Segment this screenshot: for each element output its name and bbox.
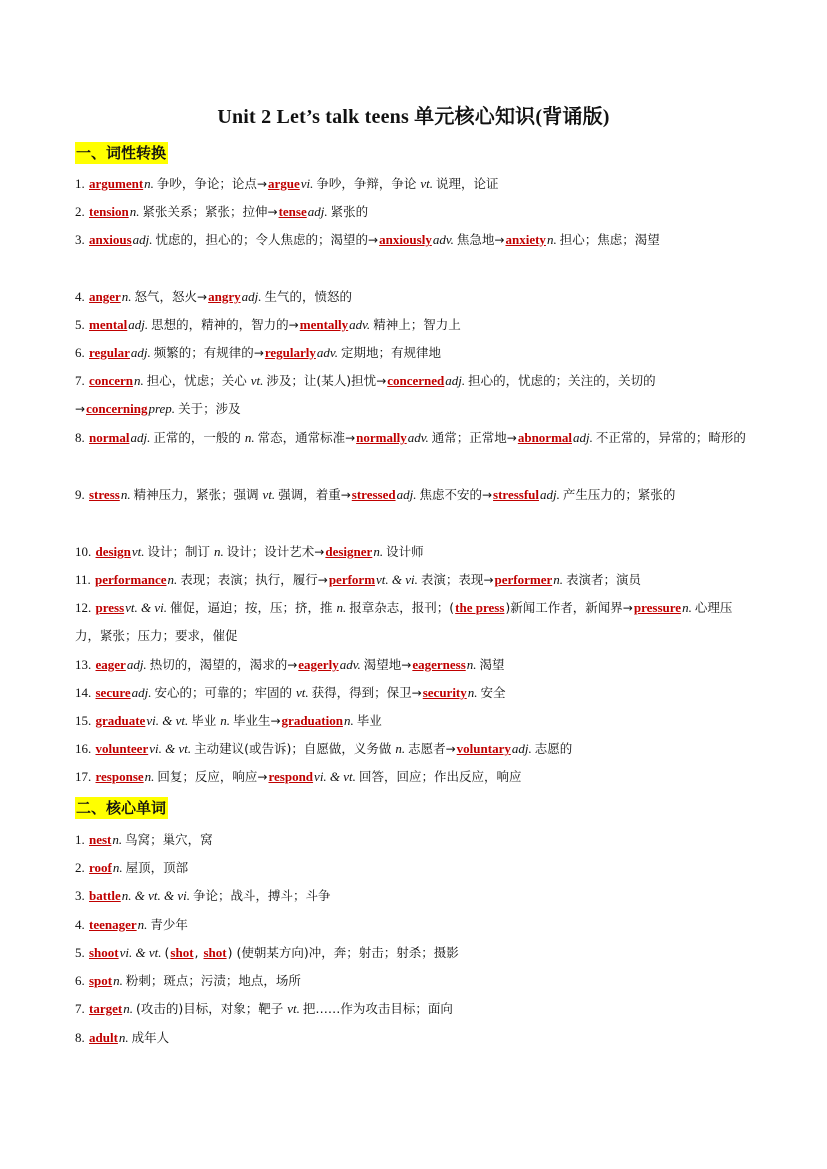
definition-text: )新闻工作者，新闻界 — [505, 600, 623, 615]
definition-text: 设计；设计艺术 — [226, 544, 315, 559]
core-word-entry — [75, 1024, 755, 1052]
definition-text: 把……作为攻击目标；面向 — [302, 1001, 453, 1016]
part-of-speech: adj. — [132, 232, 153, 247]
part-of-speech: n. — [144, 176, 154, 191]
arrow-symbol: → — [494, 233, 505, 247]
definition-text: 涉及；让(某人)担忧 — [266, 373, 377, 388]
part-of-speech: adv. — [432, 232, 454, 247]
core-word-entry — [75, 882, 755, 910]
word-form-entry — [75, 198, 755, 226]
word-form-entry — [75, 679, 755, 707]
arrow-symbol: → — [75, 402, 86, 416]
definition-text: 争吵，争辩，争论 — [316, 176, 421, 191]
definition-text: 渴望地 — [363, 657, 402, 672]
part-of-speech: n. — [220, 713, 230, 728]
definition-text: 担心，忧虑；关心 — [146, 373, 251, 388]
answer-word: volunteer — [95, 741, 149, 756]
part-of-speech: vt. — [420, 176, 434, 191]
part-of-speech: vt. & vi. — [376, 572, 418, 587]
part-of-speech: adj. — [126, 657, 147, 672]
word-form-entry — [75, 594, 755, 650]
definition-text: 青少年 — [150, 917, 188, 932]
part-of-speech: vi. & vt. — [119, 945, 162, 960]
definition-text: 定期地；有规律地 — [340, 345, 441, 360]
answer-word: anger — [89, 289, 121, 304]
definition-text: 争论；战斗，搏斗；斗争 — [193, 888, 331, 903]
definition-text: 心理压力，紧张；压力；要求，催促 — [75, 600, 733, 643]
entry-number: 5. — [75, 317, 88, 332]
part-of-speech: adj. — [445, 373, 466, 388]
part-of-speech: n. & vt. & vi. — [121, 888, 191, 903]
arrow-symbol: → — [445, 742, 456, 756]
entry-number: 4. — [75, 917, 88, 932]
entry-number: 6. — [75, 973, 88, 988]
answer-word: stressful — [493, 487, 540, 502]
entry-number: 7. — [75, 1001, 88, 1016]
definition-text: 表演者；演员 — [566, 572, 642, 587]
part-of-speech: vt. — [250, 373, 264, 388]
document-title: Unit 2 Let’s talk teens 单元核心知识(背诵版) — [217, 106, 610, 128]
definition-text: 精神上；智力上 — [373, 317, 461, 332]
answer-word: performance — [95, 572, 167, 587]
core-word-entry — [75, 854, 755, 882]
part-of-speech: adj. — [511, 741, 532, 756]
part-of-speech: vt. & vi. — [125, 600, 168, 615]
answer-word: voluntary — [456, 741, 511, 756]
arrow-symbol: → — [270, 714, 281, 728]
arrow-symbol: → — [197, 290, 208, 304]
definition-text: 强调，着重 — [278, 487, 341, 502]
part-of-speech: adj. — [241, 289, 262, 304]
part-of-speech: n. — [467, 685, 478, 700]
arrow-symbol: → — [267, 205, 278, 219]
part-of-speech: n. — [112, 832, 123, 847]
entry-number: 5. — [75, 945, 88, 960]
answer-word: nest — [89, 832, 112, 847]
part-of-speech: n. — [121, 289, 132, 304]
arrow-symbol: → — [253, 346, 264, 360]
answer-word: battle — [89, 888, 121, 903]
definition-text: 粉刺；斑点；污渍；地点，场所 — [125, 973, 301, 988]
entry-number: 14. — [75, 685, 95, 700]
part-of-speech: n. — [112, 860, 123, 875]
part-of-speech: adv. — [339, 657, 361, 672]
arrow-symbol: → — [314, 545, 325, 559]
arrow-symbol: → — [317, 573, 328, 587]
entry-number: 3. — [75, 232, 88, 247]
word-form-entry — [75, 481, 755, 509]
answer-word: shot — [170, 945, 194, 960]
answer-word: abnormal — [517, 430, 573, 445]
part-of-speech: adv. — [316, 345, 338, 360]
arrow-symbol: → — [481, 488, 493, 502]
definition-text: ( — [164, 945, 170, 960]
part-of-speech: n. — [553, 572, 563, 587]
part-of-speech: vi. & vt. — [149, 741, 192, 756]
part-of-speech: n. — [118, 1030, 129, 1045]
entry-number: 16. — [75, 741, 95, 756]
definition-text: 志愿的 — [534, 741, 573, 756]
part-of-speech: n. — [129, 204, 140, 219]
part-of-speech: n. — [214, 544, 224, 559]
answer-word: stress — [89, 487, 120, 502]
part-of-speech: n. — [144, 769, 155, 784]
answer-word: shoot — [89, 945, 119, 960]
definition-text: 通常；正常地 — [431, 430, 507, 445]
answer-word: press — [95, 600, 125, 615]
part-of-speech: prep. — [148, 401, 176, 416]
entry-number: 11. — [75, 572, 95, 587]
entry-number: 2. — [75, 204, 88, 219]
word-form-entry — [75, 763, 755, 791]
definition-text: 不正常的，异常的；畸形的 — [595, 430, 746, 445]
answer-word: design — [95, 544, 131, 559]
definition-text: 回答，回应；作出反应，响应 — [358, 769, 522, 784]
definition-text: 关于；涉及 — [178, 401, 241, 416]
part-of-speech: adj. — [307, 204, 328, 219]
part-of-speech: adj. — [130, 345, 151, 360]
arrow-symbol: → — [257, 770, 268, 784]
entry-number: 6. — [75, 345, 88, 360]
entry-number: 12. — [75, 600, 95, 615]
part-of-speech: adv. — [407, 430, 429, 445]
part-of-speech: adj. — [130, 430, 151, 445]
part-of-speech: adj. — [128, 317, 149, 332]
definition-text: 设计；制订 — [147, 544, 215, 559]
part-of-speech: vt. — [296, 685, 309, 700]
answer-word: eagerness — [412, 657, 466, 672]
arrow-symbol: → — [401, 658, 412, 672]
part-of-speech: vi. & vt. — [314, 769, 356, 784]
definition-text: 表现；表演；执行，履行 — [180, 572, 318, 587]
definition-text: 催促，逼迫；按，压；挤，推 — [170, 600, 337, 615]
definition-text: , — [194, 945, 203, 960]
definition-text: 思想的，精神的，智力的 — [151, 317, 289, 332]
answer-word: target — [89, 1001, 123, 1016]
word-form-entry — [75, 651, 755, 679]
answer-word: normally — [356, 430, 407, 445]
answer-word: shot — [203, 945, 227, 960]
entry-number: 13. — [75, 657, 95, 672]
definition-text: 毕业 — [356, 713, 382, 728]
answer-word: anxiously — [379, 232, 432, 247]
part-of-speech: vt. — [287, 1001, 300, 1016]
answer-word: concerning — [86, 401, 148, 416]
definition-text: 安全 — [480, 685, 506, 700]
definition-text: 鸟窝；巢穴，窝 — [125, 832, 213, 847]
word-form-entry — [75, 538, 755, 566]
answer-word: eagerly — [298, 657, 339, 672]
answer-word: secure — [95, 685, 131, 700]
definition-text: 屋顶，顶部 — [125, 860, 189, 875]
core-word-entry — [75, 911, 755, 939]
answer-word: teenager — [89, 917, 137, 932]
entry-number: 17. — [75, 769, 95, 784]
word-form-entry — [75, 339, 755, 367]
definition-text: 成年人 — [131, 1030, 170, 1045]
core-word-entry — [75, 967, 755, 995]
entry-number: 7. — [75, 373, 88, 388]
definition-text: 忧虑的，担心的；令人焦虑的；渴望的 — [155, 232, 369, 247]
definition-text: 频繁的；有规律的 — [153, 345, 254, 360]
word-form-entry — [75, 283, 755, 311]
word-form-entry — [75, 707, 755, 735]
definition-text: 毕业 — [191, 713, 221, 728]
part-of-speech: adj. — [396, 487, 417, 502]
answer-word: security — [422, 685, 467, 700]
answer-word: concerned — [387, 373, 445, 388]
answer-word: response — [95, 769, 144, 784]
arrow-symbol: → — [506, 431, 517, 445]
answer-word: normal — [89, 430, 130, 445]
part-of-speech: n. — [244, 430, 255, 445]
part-of-speech: n. — [336, 600, 347, 615]
entry-number: 10. — [75, 544, 95, 559]
answer-word: eager — [95, 657, 126, 672]
answer-word: tension — [89, 204, 129, 219]
answer-word: mental — [89, 317, 128, 332]
part-of-speech: adj. — [131, 685, 152, 700]
answer-word: performer — [494, 572, 553, 587]
arrow-symbol: → — [622, 601, 633, 615]
arrow-symbol: → — [411, 686, 422, 700]
section-heading-word-forms: 一、词性转换 — [76, 144, 167, 162]
answer-word: graduate — [95, 713, 146, 728]
answer-word: stressed — [351, 487, 396, 502]
word-form-entry — [75, 311, 755, 339]
arrow-symbol: → — [288, 318, 299, 332]
section-heading-core-words: 二、核心单词 — [76, 799, 167, 817]
definition-text: 担心的，忧虑的；关注的，关切的 — [468, 373, 656, 388]
answer-word: concern — [89, 373, 134, 388]
arrow-symbol: → — [368, 233, 379, 247]
part-of-speech: adj. — [540, 487, 560, 502]
part-of-speech: n. — [134, 373, 144, 388]
answer-word: the press — [455, 600, 505, 615]
definition-text: 设计师 — [386, 544, 424, 559]
part-of-speech: vt. — [131, 544, 145, 559]
part-of-speech: vt. — [262, 487, 276, 502]
word-form-entry — [75, 226, 755, 254]
arrow-symbol: → — [287, 658, 298, 672]
answer-word: regularly — [264, 345, 316, 360]
definition-text: 怒气，怒火 — [134, 289, 198, 304]
definition-text: 主动建议(或告诉)；自愿做，义务做 — [194, 741, 396, 756]
arrow-symbol: → — [340, 488, 351, 502]
part-of-speech: n. — [546, 232, 557, 247]
part-of-speech: n. — [373, 544, 384, 559]
definition-text: 说理，论证 — [436, 176, 499, 191]
answer-word: anxiety — [505, 232, 546, 247]
definition-text: 热切的，渴望的，渴求的 — [149, 657, 288, 672]
answer-word: tense — [278, 204, 307, 219]
definition-text: 常态，通常标准 — [257, 430, 346, 445]
definition-text: 表演；表现 — [420, 572, 484, 587]
arrow-symbol: → — [345, 431, 356, 445]
arrow-symbol: → — [376, 374, 387, 388]
definition-text: ) (使朝某方向)冲，奔；射击；射杀；摄影 — [227, 945, 459, 960]
part-of-speech: n. — [682, 600, 692, 615]
entry-number: 2. — [75, 860, 88, 875]
definition-text: 产生压力的；紧张的 — [562, 487, 676, 502]
entry-number: 1. — [75, 176, 88, 191]
definition-text: 安心的；可靠的；牢固的 — [154, 685, 296, 700]
answer-word: mentally — [299, 317, 349, 332]
answer-word: adult — [89, 1030, 118, 1045]
entry-number: 3. — [75, 888, 88, 903]
definition-text: 焦虑不安的 — [419, 487, 482, 502]
part-of-speech: n. — [466, 657, 477, 672]
answer-word: designer — [325, 544, 373, 559]
part-of-speech: n. — [167, 572, 178, 587]
answer-word: anxious — [89, 232, 132, 247]
arrow-symbol: → — [483, 573, 494, 587]
part-of-speech: n. — [113, 973, 123, 988]
part-of-speech: n. — [343, 713, 354, 728]
definition-text: 担心；焦虑；渴望 — [559, 232, 660, 247]
word-form-entry — [75, 424, 755, 452]
definition-text: 正常的，一般的 — [153, 430, 245, 445]
definition-text: 志愿者 — [408, 741, 446, 756]
part-of-speech: n. — [137, 917, 148, 932]
part-of-speech: vi. & vt. — [146, 713, 189, 728]
definition-text: 生气的，愤怒的 — [264, 289, 352, 304]
core-word-entry — [75, 826, 755, 854]
answer-word: regular — [89, 345, 130, 360]
definition-text: 紧张的 — [330, 204, 369, 219]
answer-word: argument — [89, 176, 144, 191]
definition-text: 焦急地 — [456, 232, 495, 247]
part-of-speech: n. — [120, 487, 131, 502]
part-of-speech: adj. — [573, 430, 593, 445]
answer-word: angry — [208, 289, 241, 304]
answer-word: perform — [328, 572, 376, 587]
definition-text: 获得，得到；保卫 — [311, 685, 412, 700]
word-form-entry — [75, 170, 755, 198]
entry-number: 9. — [75, 487, 88, 502]
definition-text: 精神压力，紧张；强调 — [133, 487, 263, 502]
part-of-speech: n. — [123, 1001, 133, 1016]
entry-number: 4. — [75, 289, 88, 304]
arrow-symbol: → — [256, 177, 267, 191]
answer-word: respond — [268, 769, 314, 784]
part-of-speech: adv. — [349, 317, 371, 332]
word-form-entry — [75, 367, 755, 423]
definition-text: 毕业生 — [232, 713, 271, 728]
answer-word: roof — [89, 860, 112, 875]
core-word-entry — [75, 995, 755, 1023]
part-of-speech: vi. — [300, 176, 314, 191]
entry-number: 8. — [75, 1030, 88, 1045]
answer-word: argue — [268, 176, 300, 191]
part-of-speech: n. — [395, 741, 406, 756]
definition-text: (攻击的)目标，对象；靶子 — [135, 1001, 288, 1016]
definition-text: 报章杂志，报刊；( — [349, 600, 455, 615]
definition-text: 回复；反应，响应 — [157, 769, 258, 784]
answer-word: pressure — [633, 600, 682, 615]
definition-text: 渴望 — [479, 657, 505, 672]
entry-number: 1. — [75, 832, 88, 847]
core-word-entry — [75, 939, 755, 967]
entry-number: 8. — [75, 430, 88, 445]
word-form-entry — [75, 735, 755, 763]
answer-word: spot — [89, 973, 113, 988]
word-form-entry — [75, 566, 755, 594]
answer-word: graduation — [281, 713, 343, 728]
definition-text: 争吵，争论；论点 — [156, 176, 257, 191]
entry-number: 15. — [75, 713, 95, 728]
definition-text: 紧张关系；紧张；拉伸 — [142, 204, 268, 219]
